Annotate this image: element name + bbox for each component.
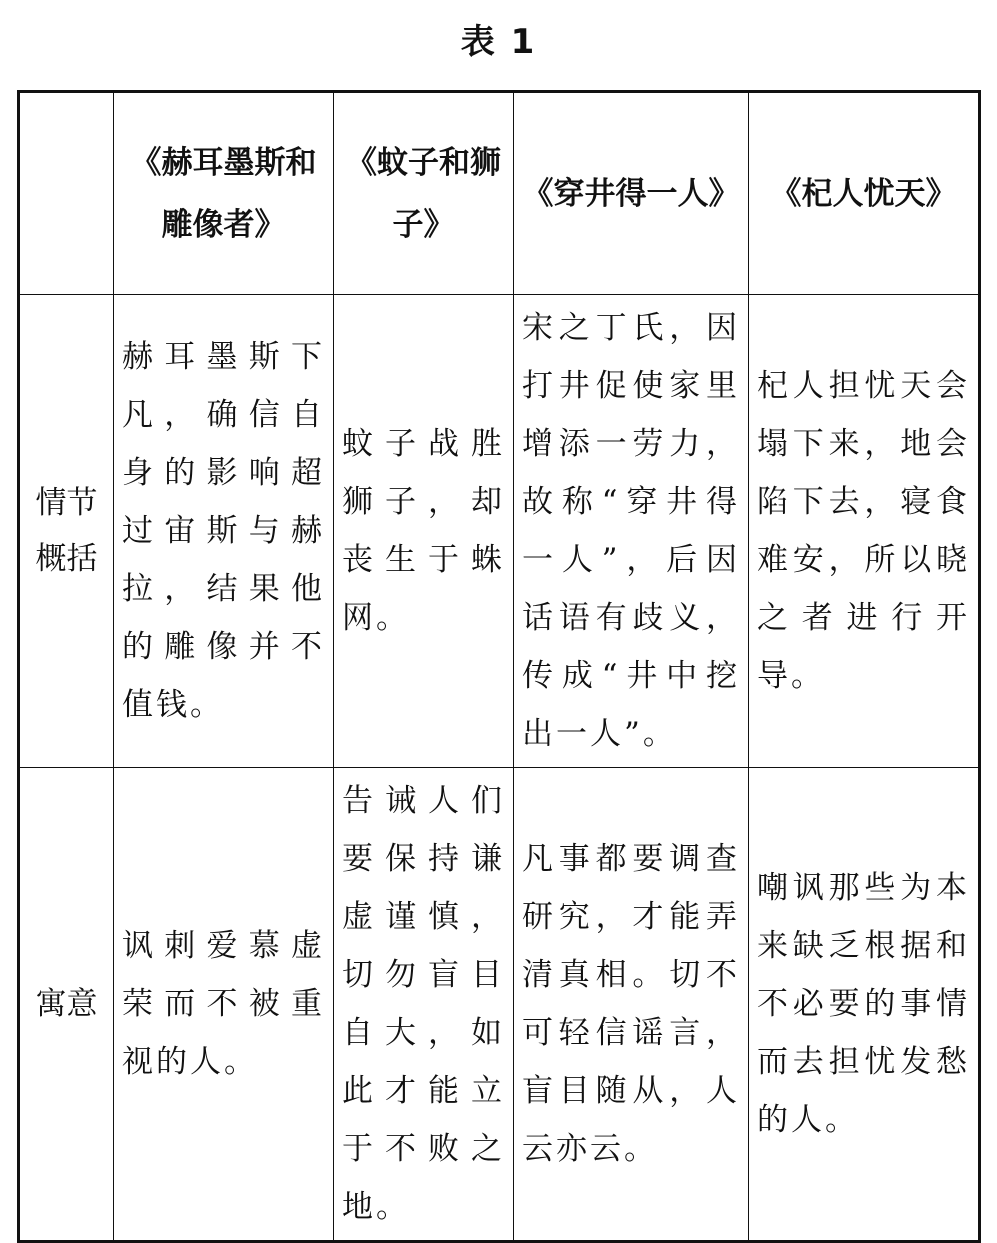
table-cell: 嘲讽那些为本来缺乏根据和不必要的事情而去担忧发愁的人。	[749, 768, 980, 1242]
table-cell: 凡事都要调查研究，才能弄清真相。切不可轻信谣言，盲目随从，人云亦云。	[514, 768, 749, 1242]
column-header-qi-worry: 《杞人忧天》	[749, 92, 980, 295]
table-header-row	[19, 92, 980, 295]
column-header-hermes: 《赫耳墨斯和雕像者》	[114, 92, 334, 295]
table-cell: 宋之丁氏，因打井促使家里增添一劳力，故称“穿井得一人”，后因话语有歧义，传成“井中挖出一人”。	[514, 295, 749, 768]
column-header-dig-well: 《穿井得一人》	[514, 92, 749, 295]
table-cell: 赫耳墨斯下凡，确信自身的影响超过宙斯与赫拉，结果他的雕像并不值钱。	[114, 295, 334, 768]
table-row	[19, 295, 980, 768]
fable-comparison-table	[17, 90, 981, 1243]
row-header-moral: 寓意	[19, 768, 114, 1242]
table-cell: 告诫人们要保持谦虚谨慎，切勿盲目自大，如此才能立于不败之地。	[334, 768, 514, 1242]
table-cell: 讽刺爱慕虚荣而不被重视的人。	[114, 768, 334, 1242]
table-cell: 蚊子战胜狮子，却丧生于蛛网。	[334, 295, 514, 768]
table-caption: 表 1	[460, 22, 537, 62]
column-header-mosquito-lion: 《蚊子和狮子》	[334, 92, 514, 295]
table-row	[19, 768, 980, 1242]
row-header-plot-summary: 情节概括	[19, 295, 114, 768]
corner-cell	[19, 92, 114, 295]
table-cell: 杞人担忧天会塌下来，地会陷下去，寝食难安，所以晓之者进行开导。	[749, 295, 980, 768]
